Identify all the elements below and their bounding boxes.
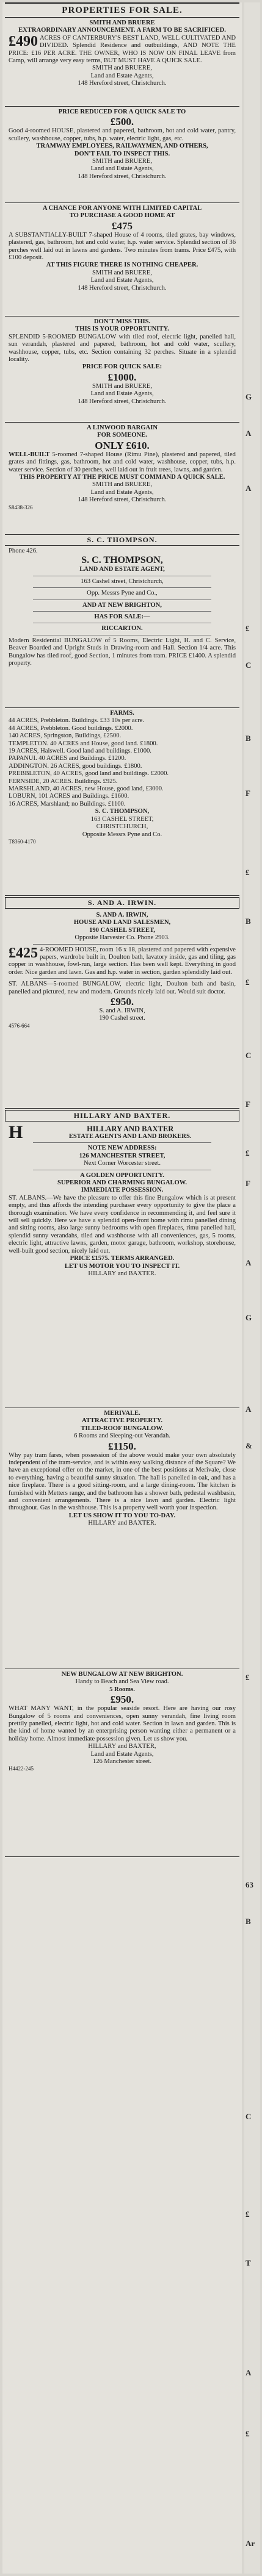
ad-subhead: DON'T FAIL TO INSPECT THIS. [74,150,170,157]
ad-subhead: AT THIS FIGURE THERE IS NOTHING CHEAPER. [46,262,198,269]
signature-line: SMITH and BRUERE, [92,158,152,165]
ad-body [9,35,236,65]
ad-lead: WELL-BUILT [9,451,50,458]
list-item: 140 ACRES, Springston, Buildings, £2500. [9,732,122,740]
agent-address: 163 Cashel street, Christchurch, [81,578,164,585]
margin-fragment: £ [246,2209,250,2219]
ad-headline: A LINWOOD BARGAIN [87,424,158,431]
agent-name: SMITH AND BRUERE [89,20,155,26]
reference-code: 4576-664 [9,1022,30,1029]
ad-headline: SUPERIOR AND CHARMING BUNGALOW. [57,1179,187,1187]
margin-fragment: & [246,1441,252,1450]
list-item: PREBBLETON, 40 ACRES, good land and buildings. £2000. [9,770,169,778]
margin-fragment: Ar [246,2539,255,2548]
advertisement-irwin [5,910,239,1109]
signature-line: Land and Estate Agents, [90,488,154,496]
ad-headline: NEW BUNGALOW AT NEW BRIGHTON. [61,1671,183,1678]
signature-line: Land and Estate Agents, [90,165,154,173]
signature-line: Land and Estate Agents, [90,390,154,398]
price: £1000. [107,371,137,383]
margin-fragment: A [246,1404,252,1414]
agent-address: 190 CASHEL STREET, [89,926,155,934]
list-item: MARSHLAND, 40 ACRES, new House, good land, £3000. [9,785,164,793]
ad-headline: A CHANCE FOR ANYONE WITH LIMITED CAPITAL [42,205,202,212]
ad-text: ST. ALBANS.—We have the pleasure to offer this fine Bungalow which is at present empty, and thus affords the intending purchaser every opportunity to give the place a thorough examination. We have every confidence in recommending it, and feel sure it will sell quickly. Here we have a splendid open-front home with rimu panelled dining and sitting rooms, also large sunny bedrooms with open fireplaces, rimu panelled hall, splendid sunny verandahs, tiled and washhouse with all conveniences, gas, 5 rooms, electric light, attractive lawns, garden, motor garage, bathroom, workshop, storehouse, well-built good section, nicely laid out. [9,1194,236,1254]
signature-line: Land and Estate Agents, [90,277,154,284]
list-item: 44 ACRES, Prebbleton. Buildings. £33 10s per acre. [9,717,145,724]
signature-line: S. and A. IRWIN, [99,1007,145,1015]
big-number: £490 [9,33,38,49]
margin-fragment: G [246,392,252,401]
ad-text: A SUBSTANTIALLY-BUILT 7-shaped House of 4 rooms, tiled grates, bay windows, plastered, gas, bathroom, hot and cold water, h.p. water service. Splendid section of 36 perches well laid out in lawns and gardens. Two minutes from trams. Price £475, with £100 deposit. [9,231,236,262]
signature-line: SMITH and BRUERE, [92,481,152,488]
margin-fragment: T [246,2258,251,2267]
list-item: 16 ACRES, Marshland; no Buildings. £1100. [9,800,126,807]
agent-name-text: HILLARY AND BAXTER [87,1125,174,1133]
section-banner-hillary-baxter: HILLARY AND BAXTER. [5,1110,239,1122]
margin-fragment: A [246,429,252,438]
signature-line: HILLARY and BAXTER. [88,1520,156,1527]
place-name: MERIVALE. [104,1410,140,1417]
signature-line: HILLARY and BAXTER, [88,1743,156,1750]
agent-address-note: Next Corner Worcester street. [83,1160,161,1167]
margin-fragment: G [246,1313,252,1322]
agent-opposite: Opp. Messrs Pyne and Co., [87,590,158,597]
ad-text: Good 4-roomed HOUSE, plastered and papered, bathroom, hot and cold water, pantry, scullery, washhouse, copper, tubs, h.p. water, electric light, gas, etc. [9,127,236,142]
margin-fragment: £ [246,978,250,987]
divider [33,944,211,945]
ad-body [9,946,236,977]
phone-number: Phone 426. [9,548,38,554]
ad-headline: PRICE REDUCED FOR A QUICK SALE TO [58,109,186,115]
price: £950. [110,1694,134,1706]
divider [33,611,211,612]
ad-body [9,451,236,474]
list-item: FERNSIDE, 20 ACRES. Buildings. £925. [9,778,118,785]
ad-subhead: Handy to Beach and Sea View road. [75,1678,169,1686]
signature-line: CHRISTCHURCH, [96,823,148,831]
margin-fragment: C [246,660,252,670]
agent-opposite: Opposite Harvester Co. Phone 2903. [75,934,170,942]
margin-fragment: C [246,2112,252,2121]
signature-line: 190 Cashel street. [99,1015,145,1022]
margin-fragment: £ [246,1673,250,1682]
big-number: £425 [9,945,38,961]
price: £500. [110,116,134,128]
ad-headline: FOR SOMEONE. [97,432,147,439]
reference-code: H4422-245 [9,1766,34,1772]
margin-fragment: £ [246,624,250,633]
margin-fragment: F [246,1179,250,1188]
ad-headline: ATTRACTIVE PROPERTY. [81,1417,163,1425]
signature-line: 148 Hereford street, Christchurch. [78,80,167,87]
advertisement-farms [5,708,239,896]
ad-text: ST. ALBANS—5-roomed BUNGALOW, electric light, Doulton bath and basin, panelled and pictured, new and modern. Grounds nicely laid out. Would suit doctor. [9,981,236,995]
margin-fragment: £ [246,1148,250,1157]
list-item: LOBURN, 101 ACRES and Buildings. £1600. [9,793,129,800]
adjacent-column-edge [244,2,260,2574]
margin-fragment: £ [246,868,250,877]
divider [33,978,211,979]
newspaper-column [2,2,242,2574]
section-banner-thompson: S. C. THOMPSON. [5,535,239,546]
advertisement-farm-sacrifice [5,18,239,107]
ad-subhead: NOTE NEW ADDRESS: [87,1145,157,1152]
section-heading: PROPERTIES FOR SALE. [5,2,239,18]
signature-line: 148 Hereford street, Christchurch. [78,173,167,180]
advertisement-hillary-baxter-golden [5,1123,239,1408]
ad-text: 4-ROOMED HOUSE, room 16 x 18, plastered and papered with expensive papers, wardrobe built in, Doulton bath, lavatory inside, gas and tiling, gas copper in washhouse, fowl-run, large section. Has been well kept. Everything in good order. Nice garden and lawn. Gas and h.p. water in section, garden splendidly laid out. [9,946,236,976]
signature-line: 126 Manchester street. [92,1758,152,1766]
advertisement-bungalow [5,317,239,423]
advertisement-new-brighton [5,1669,239,1857]
price: £950. [110,996,134,1008]
agent-name: S. AND A. IRWIN, [96,912,148,918]
advertisement-price-reduced [5,107,239,203]
list-item: PAPANUI. 40 ACRES and Buildings. £1200. [9,755,126,762]
signature-line: S. C. THOMPSON, [95,808,150,815]
margin-fragment: A [246,1258,252,1267]
ad-text: Why pay tram fares, when possession of the above would make your own absolutely independent of the tram-service, and is within easy walking distance of the Square? We have an exceptional offer on the market, in one of the best positions at Merivale, close to everything, having a beautiful sunny situation. The hall is panelled in oak, and has a nice fireplace. There is a good sitting-room, and a large dining-room. The kitchen is furnished with Metters range, and the bathroom has a shower bath, pedestal washbasin, and convenient arrangements. There is a nice lawn and garden. Electric light throughout. Gas in the washhouse. This is a property well worth your inspection. [9,1451,236,1512]
margin-fragment: £ [246,2429,250,2438]
signature-line: 163 CASHEL STREET, [90,815,154,823]
margin-fragment: B [246,734,251,743]
divider [33,1142,211,1143]
margin-fragment: A [246,2368,252,2377]
margin-fragment: B [246,1917,251,1926]
list-item: ADDINGTON. 26 ACRES, good buildings. £1800. [9,762,142,770]
ad-subhead: PRICE FOR QUICK SALE: [82,363,162,371]
ad-headline: EXTRAORDINARY ANNOUNCEMENT. A FARM TO BE SACRIFICED. [18,27,226,34]
margin-fragment: A [246,484,252,493]
ad-subhead: AND AT NEW BRIGHTON, [82,601,162,609]
ad-headline: IMMEDIATE POSSESSION. [81,1187,164,1194]
margin-fragment: B [246,917,251,926]
ad-headline: A GOLDEN OPPORTUNITY. [80,1172,164,1179]
signature-line: HILLARY and BAXTER. [88,1270,156,1277]
ad-text: ACRES OF CANTERBURY'S BEST LAND, WELL CULTIVATED AND DIVIDED. Splendid Residence and outbuildings, AND NOTE THE PRICE: £16 PER ACRE. THE OWNER, WHO IS NOW ON FINAL LEAVE from Camp, will arrange very easy terms, BUT MUST HAVE A QUICK SALE. [9,34,236,65]
price: ONLY £610. [95,439,150,451]
signature-line: 148 Hereford street, Christchurch. [78,496,167,504]
advertisement-limited-capital [5,203,239,317]
advertisement-linwood [5,423,239,535]
ad-headline: DON'T MISS THIS. [93,318,151,325]
ad-text: WHAT MANY WANT, in the popular seaside resort. Here are having our rosy Bungalow of 5 rooms and conveniences, open sunny verandah, fine living room prettily panelled, electric light, hot and cold water. Section in lawn and garden. This is the kind of home wanted by an enterprising person wanting either a permanent or a holiday home. Almost immediate possession given. Let us show you. [9,1705,236,1742]
ad-subhead: HAS FOR SALE:— [94,614,150,621]
ad-headline: TO PURCHASE A GOOD HOME AT [69,212,175,220]
signature-line: SMITH and BRUERE, [92,65,152,72]
list-item: TEMPLETON. 40 ACRES and House, good land. £1800. [9,740,158,747]
ad-text: 5-roomed 7-shaped House (Rimu Pine), plastered and papered, tiled grates and fittings, gas, bathroom, hot and cold water, washhouse, copper, tubs, h.p. water service. Section of 30 perches, well laid out in fruit trees, lawns, and garden. [9,451,236,473]
agent-title: LAND AND ESTATE AGENT, [79,566,165,573]
list-item: 44 ACRES, Prebbleton. Good buildings. £2000. [9,724,133,732]
list-item: 19 ACRES, Halswell. Good land and buildings. £1000. [9,748,151,755]
margin-fragment: C [246,1051,252,1060]
signature-line: Land and Estate Agents, [90,72,154,79]
reference-code: T8360-4170 [9,838,36,845]
divider [33,599,211,600]
signature-line: SMITH and BRUERE, [92,269,152,276]
divider [33,587,211,588]
section-banner-irwin: S. AND A. IRWIN. [5,897,239,909]
ad-text: Modern Residential BUNGALOW of 5 Rooms, Electric Light, H. and C. Service, Beaver Boarded and Upright Studs in Drawing-room and Hall. Section 1/4 acre. This Bungalow has tiled roof, good Section, 1 minutes from tram. PRICE £1400. A splendid property. [9,637,236,667]
ad-subhead: LET US SHOW IT TO YOU TO-DAY. [68,1512,176,1519]
margin-fragment: F [246,1100,250,1109]
drop-capital: H [9,1122,23,1142]
ad-headline: THIS IS YOUR OPPORTUNITY. [75,326,169,333]
ad-subhead: THIS PROPERTY AT THE PRICE MUST COMMAND A QUICK SALE. [19,474,225,481]
advertisement-merivale [5,1408,239,1669]
ad-subhead: LET US MOTOR YOU TO INSPECT IT. [64,1262,180,1270]
signature-line: SMITH and BRUERE, [92,382,152,390]
signature-line: Land and Estate Agents, [90,1750,154,1758]
signature-line: 148 Hereford street, Christchurch. [78,284,167,292]
agent-address: 126 MANCHESTER STREET, [79,1152,166,1159]
signature-line: 148 Hereford street, Christchurch. [78,398,167,405]
ad-text: SPLENDID 5-ROOMED BUNGALOW with tiled roof, electric light, panelled hall, sun verandah, plastered and papered, bathroom, hot and cold water, scullery, washhouse, copper, tubs, etc. Section containing 32 perches. Situate in a splendid locality. [9,333,236,363]
ad-subhead: TRAMWAY EMPLOYEES, RAILWAYMEN, AND OTHERS, [36,143,208,150]
advertisement-thompson [5,546,239,708]
agent-title: HOUSE AND LAND SALESMEN, [73,919,171,926]
price: £475 [112,220,133,232]
agent-title: ESTATE AGENTS AND LAND BROKERS. [68,1133,192,1140]
place-name: RICCARTON. [101,625,143,632]
margin-fragment: 63 [246,1880,253,1889]
ad-headline: TILED-ROOF BUNGALOW. [81,1425,164,1432]
margin-fragment: F [246,789,250,798]
agent-name: S. C. THOMPSON, [81,555,163,566]
list-heading: FARMS. [110,710,134,717]
signature-line: Opposite Messrs Pyne and Co. [82,831,162,838]
ad-subhead: 6 Rooms and Sleeping-out Verandah. [74,1433,170,1440]
price: PRICE £1575. TERMS ARRANGED. [70,1255,175,1262]
price: £1150. [108,1440,136,1452]
reference-code: S8438-326 [9,504,33,510]
ad-subhead: 5 Rooms. [109,1686,135,1693]
